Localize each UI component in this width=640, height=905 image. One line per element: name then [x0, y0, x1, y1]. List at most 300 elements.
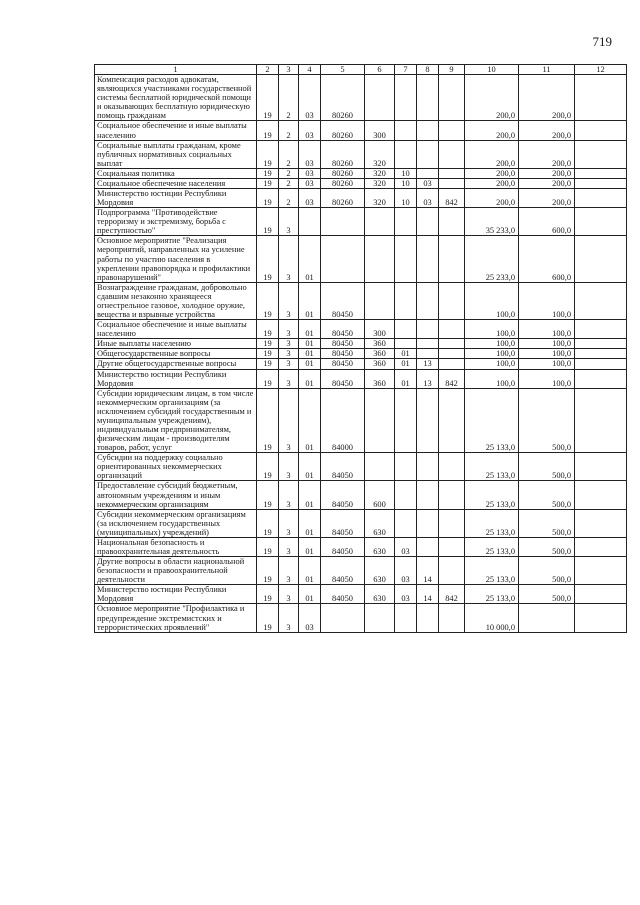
row-name-cell: Субсидии юридическим лицам, в том числе некоммерческим организациям (за исключением субсидий государственным и муниципальным учреждениям), индивидуальным предпринимателям, физическим лицам - производителям товаров, работ, услуг [95, 388, 257, 453]
table-row [95, 168, 627, 178]
code-cell: 320 [365, 189, 395, 208]
row-name-cell: Другие вопросы в области национальной безопасности и правоохранительной деятельности [95, 557, 257, 585]
code-cell: 01 [299, 481, 321, 509]
code-cell: 3 [279, 349, 299, 359]
amount-cell: 25 133,0 [465, 509, 519, 537]
code-cell: 80450 [321, 349, 365, 359]
table-row [95, 388, 627, 453]
code-cell: 01 [299, 359, 321, 369]
code-cell: 360 [365, 339, 395, 349]
code-cell: 80450 [321, 359, 365, 369]
code-cell: 01 [299, 236, 321, 282]
amount-cell [575, 604, 627, 632]
code-cell [395, 121, 417, 140]
code-cell: 03 [299, 75, 321, 121]
code-cell: 19 [257, 359, 279, 369]
code-cell: 80450 [321, 369, 365, 388]
amount-cell [575, 339, 627, 349]
code-cell [365, 388, 395, 453]
amount-cell: 25 133,0 [465, 585, 519, 604]
amount-cell: 500,0 [519, 481, 575, 509]
code-cell: 80450 [321, 339, 365, 349]
code-cell: 01 [299, 453, 321, 481]
code-cell [395, 509, 417, 537]
amount-cell: 200,0 [465, 140, 519, 168]
amount-cell [575, 208, 627, 236]
row-name-cell: Компенсация расходов адвокатам, являющихся участниками государственной системы бесплатной юридической помощи и оказывающих бесплатную юридическую помощь гражданам [95, 75, 257, 121]
code-cell: 01 [299, 388, 321, 453]
amount-cell: 500,0 [519, 557, 575, 585]
column-header: 1 [95, 65, 257, 75]
code-cell [439, 349, 465, 359]
code-cell: 19 [257, 604, 279, 632]
code-cell: 19 [257, 369, 279, 388]
code-cell [299, 208, 321, 236]
page-number: 719 [592, 34, 612, 49]
code-cell: 03 [395, 537, 417, 556]
table-header-row [95, 65, 627, 75]
amount-cell: 35 233,0 [465, 208, 519, 236]
amount-cell: 500,0 [519, 388, 575, 453]
code-cell: 01 [299, 585, 321, 604]
amount-cell: 200,0 [519, 168, 575, 178]
table-row [95, 557, 627, 585]
table-row [95, 453, 627, 481]
amount-cell: 500,0 [519, 453, 575, 481]
amount-cell: 100,0 [519, 349, 575, 359]
amount-cell [575, 349, 627, 359]
table-row [95, 369, 627, 388]
row-name-cell: Министерство юстиции Республики Мордовия [95, 585, 257, 604]
row-name-cell: Основное мероприятие "Профилактика и предупреждение экстремистских и террористических проявлений" [95, 604, 257, 632]
table-body [95, 75, 627, 633]
code-cell: 19 [257, 168, 279, 178]
code-cell: 3 [279, 585, 299, 604]
amount-cell: 200,0 [519, 189, 575, 208]
code-cell: 19 [257, 453, 279, 481]
code-cell [417, 121, 439, 140]
amount-cell: 100,0 [465, 369, 519, 388]
table-row [95, 140, 627, 168]
row-name-cell: Другие общегосударственные вопросы [95, 359, 257, 369]
amount-cell: 100,0 [519, 320, 575, 339]
code-cell: 13 [417, 359, 439, 369]
column-header: 3 [279, 65, 299, 75]
amount-cell: 25 133,0 [465, 557, 519, 585]
code-cell: 300 [365, 121, 395, 140]
column-header: 12 [575, 65, 627, 75]
table-row [95, 189, 627, 208]
code-cell [417, 75, 439, 121]
amount-cell [575, 140, 627, 168]
code-cell [417, 537, 439, 556]
code-cell: 19 [257, 140, 279, 168]
code-cell: 842 [439, 189, 465, 208]
amount-cell: 500,0 [519, 509, 575, 537]
code-cell: 3 [279, 369, 299, 388]
code-cell: 19 [257, 349, 279, 359]
code-cell [439, 140, 465, 168]
code-cell: 842 [439, 585, 465, 604]
column-header: 7 [395, 65, 417, 75]
code-cell [365, 282, 395, 319]
column-header: 8 [417, 65, 439, 75]
table-row [95, 349, 627, 359]
row-name-cell: Общегосударственные вопросы [95, 349, 257, 359]
amount-cell: 25 133,0 [465, 481, 519, 509]
row-name-cell: Субсидии на поддержку социально ориентированных некоммерческих организаций [95, 453, 257, 481]
code-cell: 03 [299, 168, 321, 178]
code-cell: 19 [257, 320, 279, 339]
amount-cell: 10 000,0 [465, 604, 519, 632]
amount-cell: 100,0 [519, 339, 575, 349]
code-cell: 3 [279, 388, 299, 453]
code-cell: 600 [365, 481, 395, 509]
amount-cell: 200,0 [465, 121, 519, 140]
amount-cell: 100,0 [465, 339, 519, 349]
amount-cell: 25 233,0 [465, 236, 519, 282]
code-cell: 14 [417, 585, 439, 604]
code-cell: 3 [279, 537, 299, 556]
code-cell [417, 349, 439, 359]
amount-cell: 100,0 [519, 359, 575, 369]
amount-cell [575, 537, 627, 556]
code-cell: 10 [395, 189, 417, 208]
code-cell: 19 [257, 557, 279, 585]
code-cell [439, 168, 465, 178]
code-cell: 84000 [321, 388, 365, 453]
code-cell: 360 [365, 359, 395, 369]
code-cell: 84050 [321, 481, 365, 509]
code-cell: 19 [257, 388, 279, 453]
amount-cell [575, 75, 627, 121]
amount-cell: 200,0 [519, 178, 575, 188]
code-cell [417, 282, 439, 319]
amount-cell: 200,0 [519, 121, 575, 140]
code-cell [439, 388, 465, 453]
code-cell: 01 [299, 282, 321, 319]
code-cell [439, 557, 465, 585]
code-cell: 01 [299, 557, 321, 585]
code-cell [365, 75, 395, 121]
column-header: 4 [299, 65, 321, 75]
code-cell: 630 [365, 537, 395, 556]
code-cell [365, 236, 395, 282]
row-name-cell: Иные выплаты населению [95, 339, 257, 349]
code-cell: 01 [395, 369, 417, 388]
amount-cell: 200,0 [519, 75, 575, 121]
code-cell [365, 208, 395, 236]
code-cell [439, 320, 465, 339]
code-cell: 3 [279, 320, 299, 339]
code-cell: 01 [299, 369, 321, 388]
code-cell [395, 339, 417, 349]
amount-cell: 500,0 [519, 537, 575, 556]
code-cell: 80450 [321, 320, 365, 339]
code-cell: 10 [395, 168, 417, 178]
amount-cell [575, 388, 627, 453]
code-cell: 84050 [321, 537, 365, 556]
code-cell: 2 [279, 140, 299, 168]
table-row [95, 509, 627, 537]
amount-cell: 25 133,0 [465, 537, 519, 556]
code-cell [395, 320, 417, 339]
code-cell: 14 [417, 557, 439, 585]
row-name-cell: Социальные выплаты гражданам, кроме публичных нормативных социальных выплат [95, 140, 257, 168]
amount-cell [575, 320, 627, 339]
code-cell: 3 [279, 282, 299, 319]
code-cell [439, 236, 465, 282]
code-cell: 3 [279, 339, 299, 349]
code-cell [439, 604, 465, 632]
row-name-cell: Подпрограмма "Противодействие терроризму и экстремизму, борьба с преступностью" [95, 208, 257, 236]
code-cell [417, 236, 439, 282]
code-cell: 2 [279, 75, 299, 121]
code-cell [417, 481, 439, 509]
table-row [95, 359, 627, 369]
row-name-cell: Субсидии некоммерческим организациям (за исключением государственных (муниципальных) учреждений) [95, 509, 257, 537]
column-header: 2 [257, 65, 279, 75]
column-header: 9 [439, 65, 465, 75]
code-cell: 19 [257, 189, 279, 208]
code-cell: 01 [299, 320, 321, 339]
code-cell [395, 236, 417, 282]
amount-cell: 25 133,0 [465, 388, 519, 453]
code-cell: 80450 [321, 282, 365, 319]
code-cell [439, 453, 465, 481]
code-cell: 842 [439, 369, 465, 388]
amount-cell: 200,0 [465, 178, 519, 188]
code-cell: 3 [279, 481, 299, 509]
code-cell: 01 [299, 339, 321, 349]
table-row [95, 537, 627, 556]
code-cell: 630 [365, 585, 395, 604]
column-header: 5 [321, 65, 365, 75]
amount-cell [575, 453, 627, 481]
code-cell: 2 [279, 189, 299, 208]
code-cell [439, 509, 465, 537]
code-cell: 80260 [321, 140, 365, 168]
row-name-cell: Основное мероприятие "Реализация мероприятий, направленных на усиление работы по участию населения в укреплении правопорядка и профилактики правонарушений" [95, 236, 257, 282]
code-cell [417, 208, 439, 236]
code-cell: 3 [279, 557, 299, 585]
code-cell [417, 140, 439, 168]
code-cell: 84050 [321, 557, 365, 585]
code-cell: 630 [365, 557, 395, 585]
code-cell [321, 208, 365, 236]
code-cell: 3 [279, 208, 299, 236]
code-cell [439, 359, 465, 369]
code-cell [439, 282, 465, 319]
amount-cell: 100,0 [519, 369, 575, 388]
code-cell [365, 453, 395, 481]
code-cell: 19 [257, 537, 279, 556]
code-cell: 19 [257, 585, 279, 604]
code-cell: 3 [279, 453, 299, 481]
code-cell: 360 [365, 369, 395, 388]
code-cell [417, 509, 439, 537]
amount-cell: 100,0 [519, 282, 575, 319]
code-cell: 03 [395, 585, 417, 604]
code-cell [395, 208, 417, 236]
row-name-cell: Министерство юстиции Республики Мордовия [95, 369, 257, 388]
amount-cell: 25 133,0 [465, 453, 519, 481]
code-cell [395, 282, 417, 319]
amount-cell [575, 236, 627, 282]
code-cell: 01 [395, 359, 417, 369]
row-name-cell: Социальное обеспечение населения [95, 178, 257, 188]
code-cell [395, 140, 417, 168]
code-cell: 19 [257, 339, 279, 349]
table-row [95, 236, 627, 282]
code-cell: 80260 [321, 75, 365, 121]
code-cell: 320 [365, 168, 395, 178]
code-cell [417, 168, 439, 178]
row-name-cell: Социальное обеспечение и иные выплаты населению [95, 320, 257, 339]
code-cell: 03 [299, 604, 321, 632]
code-cell: 19 [257, 121, 279, 140]
amount-cell [575, 509, 627, 537]
code-cell: 80260 [321, 121, 365, 140]
code-cell [395, 388, 417, 453]
row-name-cell: Предоставление субсидий бюджетным, автономным учреждениям и иным некоммерческим организациям [95, 481, 257, 509]
amount-cell: 200,0 [465, 75, 519, 121]
amount-cell [575, 481, 627, 509]
amount-cell [575, 369, 627, 388]
row-name-cell: Национальная безопасность и правоохранительная деятельность [95, 537, 257, 556]
code-cell: 01 [395, 349, 417, 359]
code-cell: 03 [395, 557, 417, 585]
code-cell: 3 [279, 509, 299, 537]
amount-cell [575, 585, 627, 604]
table-row [95, 604, 627, 632]
column-header: 10 [465, 65, 519, 75]
amount-cell: 100,0 [465, 282, 519, 319]
amount-cell: 600,0 [519, 208, 575, 236]
code-cell [417, 388, 439, 453]
column-header: 11 [519, 65, 575, 75]
amount-cell [575, 282, 627, 319]
code-cell [395, 453, 417, 481]
code-cell: 19 [257, 509, 279, 537]
code-cell [439, 121, 465, 140]
code-cell: 03 [299, 140, 321, 168]
code-cell [439, 481, 465, 509]
amount-cell [575, 121, 627, 140]
code-cell [365, 604, 395, 632]
code-cell: 630 [365, 509, 395, 537]
code-cell: 84050 [321, 453, 365, 481]
table-row [95, 178, 627, 188]
amount-cell [575, 557, 627, 585]
code-cell: 360 [365, 349, 395, 359]
row-name-cell: Министерство юстиции Республики Мордовия [95, 189, 257, 208]
code-cell: 3 [279, 236, 299, 282]
amount-cell: 100,0 [465, 320, 519, 339]
code-cell [395, 604, 417, 632]
code-cell: 3 [279, 359, 299, 369]
code-cell: 320 [365, 140, 395, 168]
amount-cell: 600,0 [519, 236, 575, 282]
table-row [95, 208, 627, 236]
amount-cell [575, 178, 627, 188]
code-cell: 80260 [321, 189, 365, 208]
amount-cell: 200,0 [519, 140, 575, 168]
code-cell [417, 604, 439, 632]
code-cell: 19 [257, 282, 279, 319]
code-cell: 84050 [321, 509, 365, 537]
amount-cell: 500,0 [519, 585, 575, 604]
code-cell [439, 75, 465, 121]
column-header: 6 [365, 65, 395, 75]
row-name-cell: Социальное обеспечение и иные выплаты населению [95, 121, 257, 140]
code-cell: 19 [257, 178, 279, 188]
code-cell: 80260 [321, 178, 365, 188]
code-cell [321, 236, 365, 282]
code-cell: 01 [299, 349, 321, 359]
table-row [95, 320, 627, 339]
code-cell: 320 [365, 178, 395, 188]
table-row [95, 481, 627, 509]
table-row [95, 585, 627, 604]
code-cell [439, 537, 465, 556]
code-cell: 10 [395, 178, 417, 188]
code-cell: 03 [417, 178, 439, 188]
code-cell [417, 339, 439, 349]
code-cell: 03 [417, 189, 439, 208]
code-cell [417, 453, 439, 481]
code-cell: 3 [279, 604, 299, 632]
code-cell [439, 339, 465, 349]
code-cell [417, 320, 439, 339]
table-row [95, 75, 627, 121]
code-cell: 01 [299, 509, 321, 537]
code-cell: 13 [417, 369, 439, 388]
amount-cell [519, 604, 575, 632]
code-cell: 03 [299, 178, 321, 188]
code-cell: 2 [279, 121, 299, 140]
amount-cell [575, 359, 627, 369]
code-cell: 19 [257, 481, 279, 509]
code-cell: 2 [279, 178, 299, 188]
code-cell: 03 [299, 189, 321, 208]
row-name-cell: Социальная политика [95, 168, 257, 178]
code-cell: 19 [257, 208, 279, 236]
table-row [95, 121, 627, 140]
code-cell: 19 [257, 75, 279, 121]
amount-cell: 100,0 [465, 349, 519, 359]
amount-cell [575, 168, 627, 178]
code-cell: 19 [257, 236, 279, 282]
code-cell: 300 [365, 320, 395, 339]
code-cell: 84050 [321, 585, 365, 604]
row-name-cell: Вознаграждение гражданам, добровольно сдавшим незаконно хранящееся огнестрельное газовое, холодное оружие, вещества и взрывные устройства [95, 282, 257, 319]
table-row [95, 339, 627, 349]
code-cell [395, 481, 417, 509]
amount-cell: 100,0 [465, 359, 519, 369]
amount-cell: 200,0 [465, 189, 519, 208]
code-cell [439, 208, 465, 236]
budget-table [94, 64, 627, 633]
code-cell: 2 [279, 168, 299, 178]
code-cell: 03 [299, 121, 321, 140]
code-cell [395, 75, 417, 121]
code-cell [321, 604, 365, 632]
code-cell [439, 178, 465, 188]
amount-cell [575, 189, 627, 208]
code-cell: 80260 [321, 168, 365, 178]
table-row [95, 282, 627, 319]
